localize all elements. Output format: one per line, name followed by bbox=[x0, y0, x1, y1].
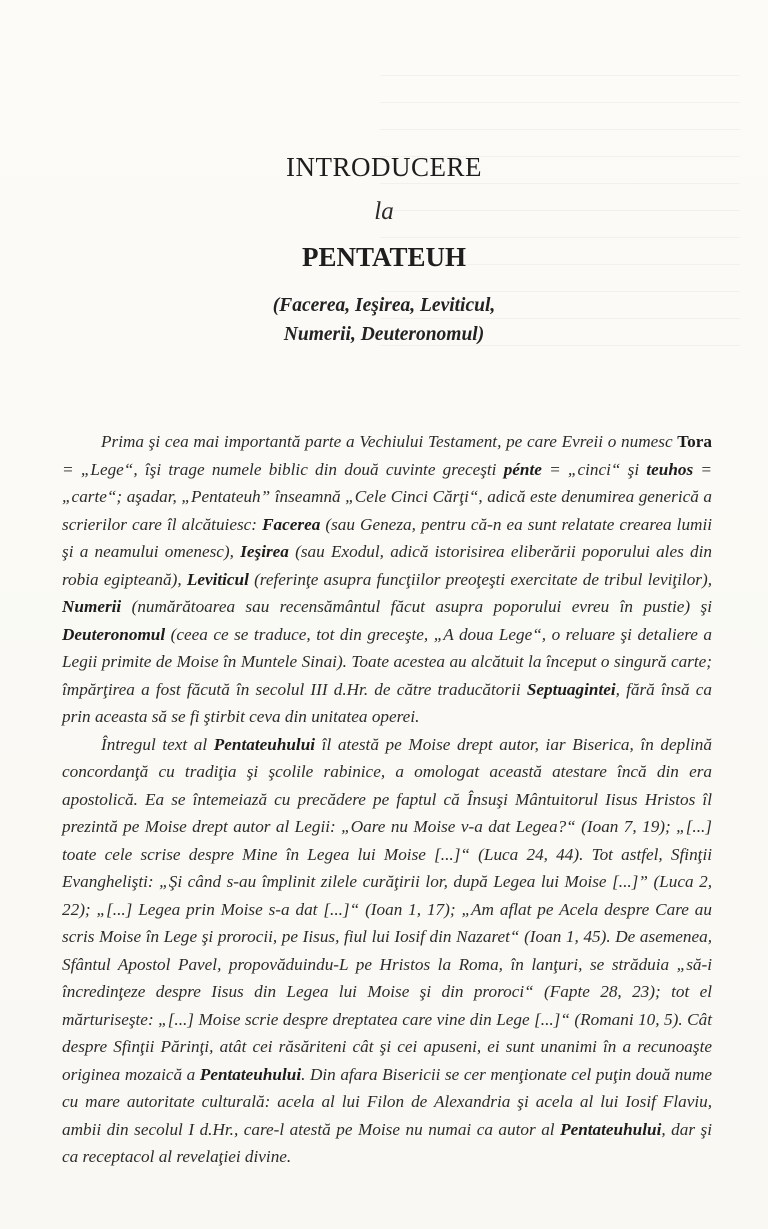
bold-term-septuagintei: Septuagintei bbox=[526, 679, 616, 699]
heading-pentateuh: PENTATEUH bbox=[301, 242, 467, 272]
text-run: (sau Exodul, adică istorisirea eliberării poporului ales din robia egipteană), bbox=[62, 542, 712, 589]
text-run: (numărătoarea sau recensământul făcut asupra poporului evreu în pustie) şi bbox=[121, 597, 712, 616]
subtitle-line-1: (Facerea, Ieşirea, Leviticul, bbox=[272, 295, 496, 316]
text-run: (referinţe asupra funcţiilor preoţeşti exercitate de tribul leviţilor), bbox=[248, 569, 713, 589]
text-run: (ceea ce se traduce, tot din greceşte, „A doua Lege“, o reluare şi detaliere a Legii primite de Moise în Muntele Sinai). Toate acestea au alcătuit la început o singură carte; împărţirea a fost făcută în secolul III d.Hr. de către traducătorii bbox=[62, 624, 712, 699]
bold-term-pentateuhului: Pentateuhului bbox=[560, 1119, 662, 1139]
text-run: (sau Geneza, pentru că-n ea sunt relatate crearea lumii şi a neamului omenesc), bbox=[62, 514, 712, 561]
text-run: = „cinci“ şi bbox=[541, 459, 647, 479]
bold-term-pentateuhului: Pentateuhului bbox=[213, 734, 316, 754]
bold-term-teuhos: teuhos bbox=[646, 459, 694, 479]
text-run: îl atestă pe Moise drept autor, iar Biserica, în deplină concordanţă cu tradiţia şi şcolile rabinice, a omologat această atestare încă din era apostolică. Ea se întemeiază cu precădere pe faptul că Însuşi Mântuitorul Iisus Hristos îl prezintă pe Moise drept autor al Legii: „Oare nu Moise v-a dat Legea?“ (Ioan 7, 19); „[...] toate cele scrise despre Mine în Legea lui Moise [...]“ (Luca 24, 44). Tot astfel, Sfinţii Evanghelişti: „Şi când s-au împlinit zilele curăţirii lor, după Legea lui Moise [...]” (Luca 2, 22); „[...] Legea prin Moise s-a dat [...]“ (Ioan 1, 17); „Am aflat pe Acela despre Care au scris Moise în Lege şi prorocii, pe Iisus, fiul lui Iosif din Nazaret“ (Ioan 1, 45). De asemenea, Sfântul Apostol Pavel, propovăduindu-L pe Hristos la Roma, în lanţuri, se străduia „să-i încredinţeze despre Iisus din Legea lui Moise şi din proroci“ (Fapte 28, 23); tot el mărturiseşte: „[...] Moise scrie despre dreptatea care vine din Lege [...]“ (Romani 10, 5). Cât despre Sfinţii Părinţi, atât cei răsăriteni cât şi cei apuseni, ei sunt unanimi în a recunoaşte originea mozaică a bbox=[62, 734, 712, 1084]
bold-term-numerii: Numerii bbox=[62, 597, 122, 616]
heading-la: la bbox=[374, 198, 394, 225]
text-run: Prima şi cea mai importantă parte a Vechiului Testament, pe care Evreii o numesc bbox=[101, 432, 678, 451]
bold-term-facerea: Facerea bbox=[262, 514, 321, 534]
chapter-heading bbox=[0, 150, 768, 274]
text-run: Întregul text al bbox=[101, 734, 214, 754]
heading-introducere: INTRODUCERE bbox=[286, 152, 482, 182]
body-text bbox=[62, 428, 712, 1171]
chapter-subtitle bbox=[0, 291, 768, 349]
text-run: = „Lege“, îşi trage numele biblic din două cuvinte greceşti bbox=[62, 459, 504, 479]
bold-term-pente: pénte bbox=[503, 459, 542, 479]
paragraph-2 bbox=[62, 731, 712, 1171]
bold-term-leviticul: Leviticul bbox=[186, 569, 249, 589]
bold-term-iesirea: Ieşirea bbox=[240, 542, 289, 561]
text-run: . Din afara Bisericii se cer menţionate cel puţin două nume cu mare autoritate culturală: acela al lui Filon de Alexandria şi acela al lui Iosif Flaviu, ambii din secolul I d.Hr., care-l atestă pe Moise nu numai ca autor al bbox=[62, 1064, 712, 1139]
text-run: , dar şi ca receptacol al revelaţiei divine. bbox=[62, 1119, 713, 1166]
bold-term-deuteronomul: Deuteronomul bbox=[62, 624, 166, 644]
text-run: = „carte“; aşadar, „Pentateuh” înseamnă „Cele Cinci Cărţi“, adică este denumirea generică a scrierilor care îl alcătuiesc: bbox=[62, 459, 712, 534]
text-run: , fără însă ca prin aceasta să se fi ştirbit ceva din unitatea operei. bbox=[62, 679, 712, 726]
paragraph-1 bbox=[62, 428, 712, 731]
bold-term-pentateuhului: Pentateuhului bbox=[199, 1064, 302, 1084]
bold-term-tora: Tora bbox=[677, 432, 712, 451]
subtitle-line-2: Numerii, Deuteronomul) bbox=[283, 324, 485, 345]
